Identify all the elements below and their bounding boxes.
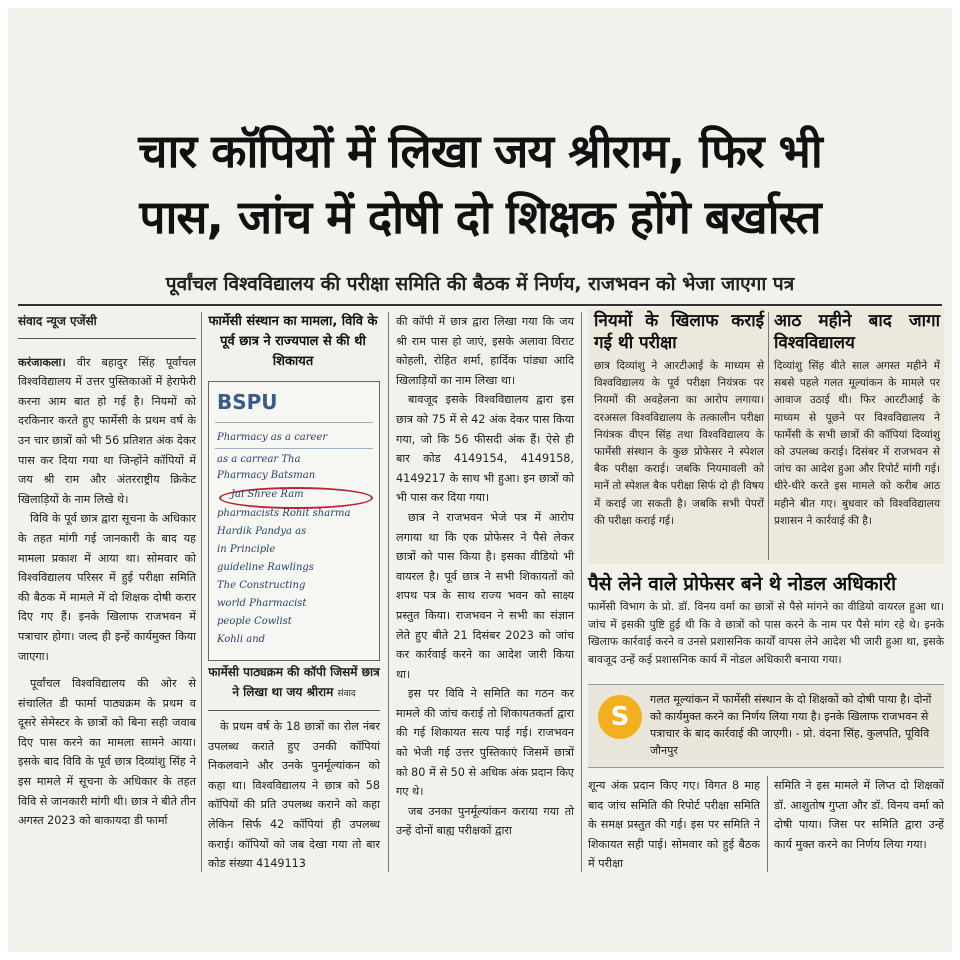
col3-para-3: छात्र ने राजभवन भेजे पत्र में आरोप लगाया था कि एक प्रोफेसर ने पैसे लेकर छात्रों को पास किया है। इसका वीडियो भी वायरल है। पूर्व छात्र ने सभी शिकायतों को शपथ पत्र के साथ राज्य भवन को साक्ष्य प्रस्तुत किया। राजभवन ने सभी का संज्ञान लेते हुए बीते 21 दिसंबर 2023 को जांच कर कार्रवाई करने का आदेश जारी किया था। xyxy=(396,510,574,681)
column-5-bottom xyxy=(774,776,944,854)
photo-credit: संवाद xyxy=(337,689,356,699)
col3-para-2: बावजूद इसके विश्वविद्यालय द्वारा इस छात्र को 75 में से 42 अंक देकर पास किया गया, जो कि 56 फीसदी अंक हैं। ऐसे ही बार कोड 4149154, 4149158, 4149217 के साथ भी हुआ। इन छात्रों को भी पास कर दिया गया। xyxy=(396,393,574,505)
box-rules-para: छात्र दिव्यांशु ने आरटीआई के माध्यम से विश्वविद्यालय के पूर्व परीक्षा नियंत्रक पर नियमों की अवहेलना का आरोप लगाया। दरअसल विश्वविद्यालय के तत्कालीन परीक्षा नियंत्रक वीएन सिंह तथा विश्वविद्यालय के फार्मेसी संस्थान के कुछ प्रोफेसर ने स्पेशल बैक परीक्षा कराई। जबकि नियमावली को मानें तो स्पेशल बैक परीक्षा सिर्फ दो ही विषय में कराई जा सकती है। जबकि सभी पेपरों की परीक्षा कराई गई। xyxy=(594,360,764,527)
handwriting-line: Hardik Pandya as xyxy=(217,526,307,537)
box-months xyxy=(774,310,940,530)
headline-line-2: पास, जांच में दोषी दो शिक्षक होंगे बर्खास्त xyxy=(139,190,821,244)
professor-headline: पैसे लेने वाले प्रोफेसर बने थे नोडल अधिकारी xyxy=(588,573,897,595)
handwriting-line: as a carrear Tha xyxy=(217,454,301,465)
ruled-line xyxy=(215,448,373,449)
col3-para-5: जब उनका पुनर्मूल्यांकन कराया गया तो उन्हें दोनों बाह्य परीक्षकों द्वारा xyxy=(396,804,574,838)
box-months-title: आठ महीने बाद जागा विश्वविद्यालय xyxy=(774,311,940,353)
handwriting-line: guideline Rawlings xyxy=(217,562,314,573)
col5-para: समिति ने इस मामले में लिप्त दो शिक्षकों डॉ. आशुतोष गुप्ता और डॉ. विनय वर्मा को दोषी पाया। जिस पर समिति द्वारा उन्हें कार्य मुक्त करने का निर्णय लिया गया। xyxy=(774,779,944,851)
subheadline: पूर्वांचल विश्वविद्यालय की परीक्षा समिति की बैठक में निर्णय, राजभवन को भेजा जाएगा पत्र xyxy=(165,273,795,295)
handwriting-line: The Constructing xyxy=(217,580,306,591)
box-divider xyxy=(768,312,769,560)
col3-para-1: की कॉपी में छात्र द्वारा लिखा गया कि जय श्री राम पास हो जाएं, इसके अलावा विराट कोहली, रोहित शर्मा, हार्दिक पांड्या आदि खिलाड़ियों का नाम लिखा था। xyxy=(396,315,574,387)
box-title-pharmacy: फार्मेसी संस्थान का मामला, विवि के पूर्व छात्र ने राज्यपाल से की थी शिकायत xyxy=(208,314,378,369)
handwriting-line: Jai Shree Ram xyxy=(231,489,304,500)
ruled-line xyxy=(215,422,373,423)
column-3 xyxy=(396,312,574,841)
col1-para-2: विवि के पूर्व छात्र द्वारा सूचना के अधिकार के तहत मांगी गई जानकारी के बाद यह मामला प्रकाश में आया था। सोमवार को विश्वविद्यालय परिसर में हुई परीक्षा समिति की बैठक में मामले में दो शिक्षक दोषी करार दिए गए हैं। इनके खिलाफ राजभवन में पत्राचार होगा। जल्द ही इन्हें कार्यमुक्त किया जाएगा। xyxy=(18,512,196,663)
column-divider xyxy=(767,776,768,872)
col3-para-4: इस पर विवि ने समिति का गठन कर मामले की जांच कराई तो शिकायतकर्ता द्वारा की गई शिकायत सत्य पाई गई। राजभवन को भेजी गई उत्तर पुस्तिकाएं जिसमें छात्रों को 80 में से 50 से अधिक अंक प्रदान किए गए थे। xyxy=(396,687,574,799)
col2-para: के प्रथम वर्ष के 18 छात्रों का रोल नंबर उपलब्ध कराते हुए उनकी कॉपियां निकलवाने और उनके पुनर्मूल्यांकन को कहा था। विश्वविद्यालय ने छात्र को 58 कॉपियों की प्रति उपलब्ध कराने को कहा लेकिन सिर्फ 42 कॉपियां ही उपलब्ध कराई। कॉपियों को जब देखा गया तो बार कोड संख्या 4149113 xyxy=(208,720,380,871)
handwriting-line: Kohli and xyxy=(217,634,266,645)
headline-line-1: चार कॉपियों में लिखा जय श्रीराम, फिर भी xyxy=(138,124,822,178)
column-divider xyxy=(201,312,202,872)
handwriting-line: in Principle xyxy=(217,544,276,555)
column-4-bottom xyxy=(588,776,760,874)
box-rules-title: नियमों के खिलाफ कराई गई थी परीक्षा xyxy=(594,311,764,353)
headline xyxy=(8,118,952,250)
handwriting-line: Pharmacy Batsman xyxy=(217,470,316,481)
byline: संवाद न्यूज एजेंसी xyxy=(18,314,97,328)
column-divider xyxy=(388,312,389,872)
box-months-para: दिव्यांशु सिंह बीते साल अगस्त महीने में सबसे पहले गलत मूल्यांकन के मामले पर आवाज उठाई थी। फिर आरटीआई के माध्यम से पूछने पर विश्वविद्यालय ने फार्मेसी के सभी छात्रों की कॉपियां दिव्यांशु को उपलब्ध कराई। दिसंबर में राजभवन से जांच का आदेश हुआ और रिपोर्ट मांगी गई। धीरे-धीरे करते इस मामले को करीब आठ महीने बीत गए। बुधवार को विश्वविद्यालय प्रशासन ने कार्रवाई की है। xyxy=(774,360,940,527)
professor-para: फार्मेसी विभाग के प्रो. डॉ. विनय वर्मा का छात्रों से पैसे मांगने का वीडियो वायरल हुआ था। जांच में इसकी पुष्टि हुई थी कि वे छात्रों को पास करने के नाम पर पैसे मांग रहे थे। इनके खिलाफ कार्रवाई करने व उनसे प्रशासनिक कार्यों वापस लेने आदेश भी जारी हुआ था, इसके बावजूद उन्हें कई प्रशासनिक कार्य में नोडल अधिकारी बनाया गया। xyxy=(588,600,944,666)
dateline: करंजाकला। xyxy=(18,355,66,369)
col1-para-3: पूर्वांचल विश्वविद्यालय की ओर से संचालित डी फार्मा पाठ्यक्रम के प्रथम व दूसरे सेमेस्टर के छात्रों को बिना सही जवाब दिए पास करने का मामला सामने आया। इसके बाद विवि के पूर्व छात्र दिव्यांशु सिंह ने इस मामले में सूचना के अधिकार के तहत विवि से जानकारी मांगी थी। छात्र ने बीते तीन अगस्त 2023 को बाकायदा डी फार्मा xyxy=(18,677,196,828)
top-rule xyxy=(18,304,942,306)
photo-caption-text: फार्मेसी पाठ्यक्रम की कॉपी जिसमें छात्र ने लिखा था जय श्रीराम xyxy=(208,665,380,699)
handwriting-line: world Pharmacist xyxy=(217,598,307,609)
professor-story xyxy=(588,598,944,668)
caption-rule xyxy=(208,710,380,711)
col4-para: शून्य अंक प्रदान किए गए। विगत 8 माह बाद जांच समिति की रिपोर्ट परीक्षा समिति के समक्ष प्रस्तुत की गई। इस पर समिति ने शिकायत सही पाई। सोमवार को हुई बैठक में परीक्षा xyxy=(588,779,760,871)
photo-caption xyxy=(208,662,380,704)
column-1 xyxy=(18,312,196,831)
quote-box xyxy=(588,684,944,768)
col1-para-1: वीर बहादुर सिंह पूर्वांचल विश्वविद्यालय में उत्तर पुस्तिकाओं में हेराफेरी करना आम बात हो गई है। नियमों को दरकिनार करते हुए फार्मेसी के प्रथम वर्ष के उन चार छात्रों को भी 56 प्रतिशत अंक देकर पास कर दिया गया था जिन्होंने कॉपियों में जय श्री राम और अंतरराष्ट्रीय क्रिकेट खिलाड़ियों के नाम लिखे थे। xyxy=(18,355,196,506)
quote-icon: S xyxy=(598,695,642,739)
box-rules xyxy=(594,310,764,530)
handwriting-line: Pharmacy as a career xyxy=(217,432,328,443)
answer-sheet-photo xyxy=(208,381,380,661)
quote-text: गलत मूल्यांकन में फार्मेसी संस्थान के दो शिक्षकों को दोषी पाया है। दोनों को कार्यमुक्त करने का निर्णय लिया गया है। इनके खिलाफ राजभवन से पत्राचार के बाद कार्रवाई की जाएगी। - प्रो. वंदना सिंह, कुलपति, पूविवि जौनपुर xyxy=(650,693,932,757)
column-divider xyxy=(581,312,582,872)
photo-caption-block xyxy=(208,662,380,874)
handwriting-line: people Cowlist xyxy=(217,616,292,627)
photo-logo: BSPU xyxy=(217,390,278,414)
handwriting-line: pharmacists Rohit sharma xyxy=(217,508,351,519)
newspaper-clipping xyxy=(8,8,952,952)
byline-rule xyxy=(18,338,196,339)
column-2 xyxy=(208,312,378,372)
